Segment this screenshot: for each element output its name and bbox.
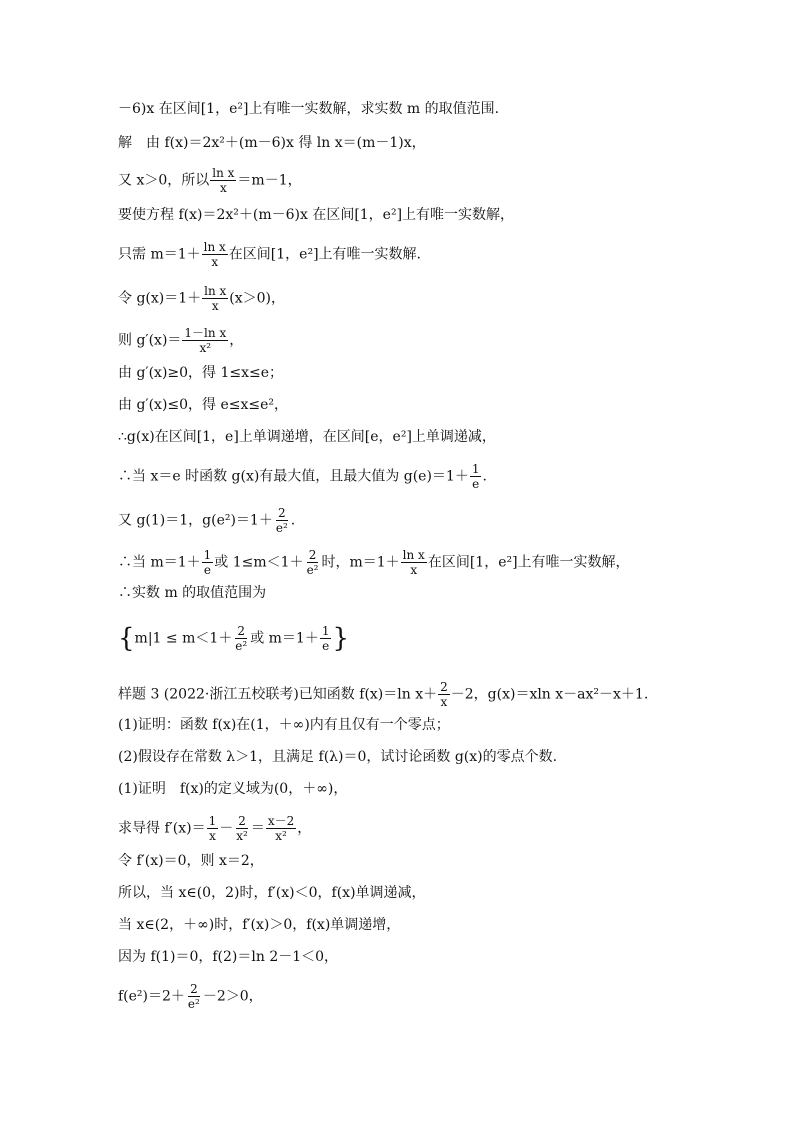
text-line: 只需 m＝1＋ $\frac{\text{ln x}}{x}$ 在区间[1，e²]上有唯一实数解. — [118, 240, 421, 269]
fraction: $\frac{2}{\text{e²}}$ — [235, 624, 248, 653]
fraction: $\frac{\text{ln x}}{x}$ — [203, 240, 226, 269]
fraction: $\frac{2}{x}$ — [440, 680, 448, 709]
fraction: $\frac{\text{1－ln x}}{\text{x²}}$ — [184, 326, 227, 355]
text-line: 则 g′(x)＝ $\frac{\text{1－ln x}}{\text{x²}}$ ， — [118, 326, 244, 355]
text-line: 由 g′(x)≤0，得 e≤x≤e²， — [118, 397, 289, 413]
example-problem-header: 样题 3 (2022·浙江五校联考)已知函数 f(x)＝ln x＋ $\frac{2}{x}$ －2，g(x)＝xln x－ax²－x＋1. — [118, 680, 649, 709]
answer-set: {m|1 ≤ m＜1＋ $\frac{2}{\text{e²}}$ 或 m＝1＋ $\frac{1}{e}$ } — [118, 623, 350, 654]
fraction: $\frac{2}{\text{e²}}$ — [306, 548, 319, 577]
fraction: $\frac{2}{\text{e²}}$ — [275, 506, 288, 535]
fraction: $\frac{1}{e}$ — [203, 548, 212, 577]
fraction: $\frac{\text{ln x}}{x}$ — [402, 548, 425, 577]
text-line: 令 f′(x)＝0，则 x＝2， — [118, 853, 264, 869]
fraction: $\frac{1}{e}$ — [321, 624, 330, 653]
fraction: $\frac{1}{x}$ — [208, 814, 217, 843]
text-line: 因为 f(1)＝0，f(2)＝ln 2－1＜0， — [118, 949, 339, 965]
text-line: 求导得 f′(x)＝ $\frac{1}{x}$ － $\frac{2}{\text{x²}}$ ＝ $\frac{x-2}{\text{x²}}$ ， — [118, 814, 312, 843]
text-line: ∴当 m＝1＋ $\frac{1}{e}$ 或 1≤m＜1＋ $\frac{2}{\text{e²}}$ 时，m＝1＋ $\frac{\text{ln x}}{x}$ 在区间[1，e²]上有唯一实数解， — [118, 548, 630, 577]
text-line: 要使方程 f(x)＝2x²＋(m－6)x 在区间[1，e²]上有唯一实数解， — [118, 207, 515, 223]
text-line: f(e²)＝2＋ $\frac{2}{\text{e²}}$ －2＞0， — [118, 982, 263, 1011]
text-line: 又 x＞0，所以 $\frac{\text{ln x}}{x}$ ＝m－1， — [118, 166, 302, 195]
fraction: $\frac{1}{e}$ — [471, 462, 480, 491]
text-line: 所以，当 x∈(0，2)时，f′(x)＜0，f(x)单调递减， — [118, 885, 426, 901]
fraction: $\frac{\text{ln x}}{x}$ — [204, 284, 227, 313]
text-line: ∴实数 m 的取值范围为 — [118, 585, 267, 601]
text-line: (1)证明：函数 f(x)在(1，＋∞)内有且仅有一个零点； — [118, 717, 450, 733]
text-line: (2)假设存在常数 λ＞1，且满足 f(λ)＝0，试讨论函数 g(x)的零点个数. — [118, 749, 558, 765]
fraction: $\frac{x-2}{\text{x²}}$ — [267, 814, 295, 843]
text-line: －6)x 在区间[1，e²]上有唯一实数解，求实数 m 的取值范围. — [118, 101, 500, 117]
fraction: $\frac{2}{\text{x²}}$ — [236, 814, 248, 843]
fraction: $\frac{\text{ln x}}{x}$ — [212, 166, 235, 195]
solution-line: 解 由 f(x)＝2x²＋(m－6)x 得 ln x＝(m－1)x， — [118, 135, 426, 151]
fraction: $\frac{2}{\text{e²}}$ — [187, 982, 200, 1011]
text-line: 令 g(x)＝1＋ $\frac{\text{ln x}}{x}$ (x＞0)， — [118, 284, 286, 313]
text-line: 又 g(1)＝1，g(e²)＝1＋ $\frac{2}{\text{e²}}$ . — [118, 506, 296, 535]
text-line: 由 g′(x)≥0，得 1≤x≤e； — [118, 365, 284, 381]
text-line: 当 x∈(2，＋∞)时，f′(x)＞0，f(x)单调递增， — [118, 917, 401, 933]
text-line: (1)证明 f(x)的定义域为(0，＋∞)， — [118, 781, 348, 797]
text-line: ∴当 x＝e 时函数 g(x)有最大值，且最大值为 g(e)＝1＋ $\frac{1}{e}$ . — [118, 462, 487, 491]
text-line: ∴g(x)在区间[1，e]上单调递增，在区间[e，e²]上单调递减， — [118, 429, 496, 445]
